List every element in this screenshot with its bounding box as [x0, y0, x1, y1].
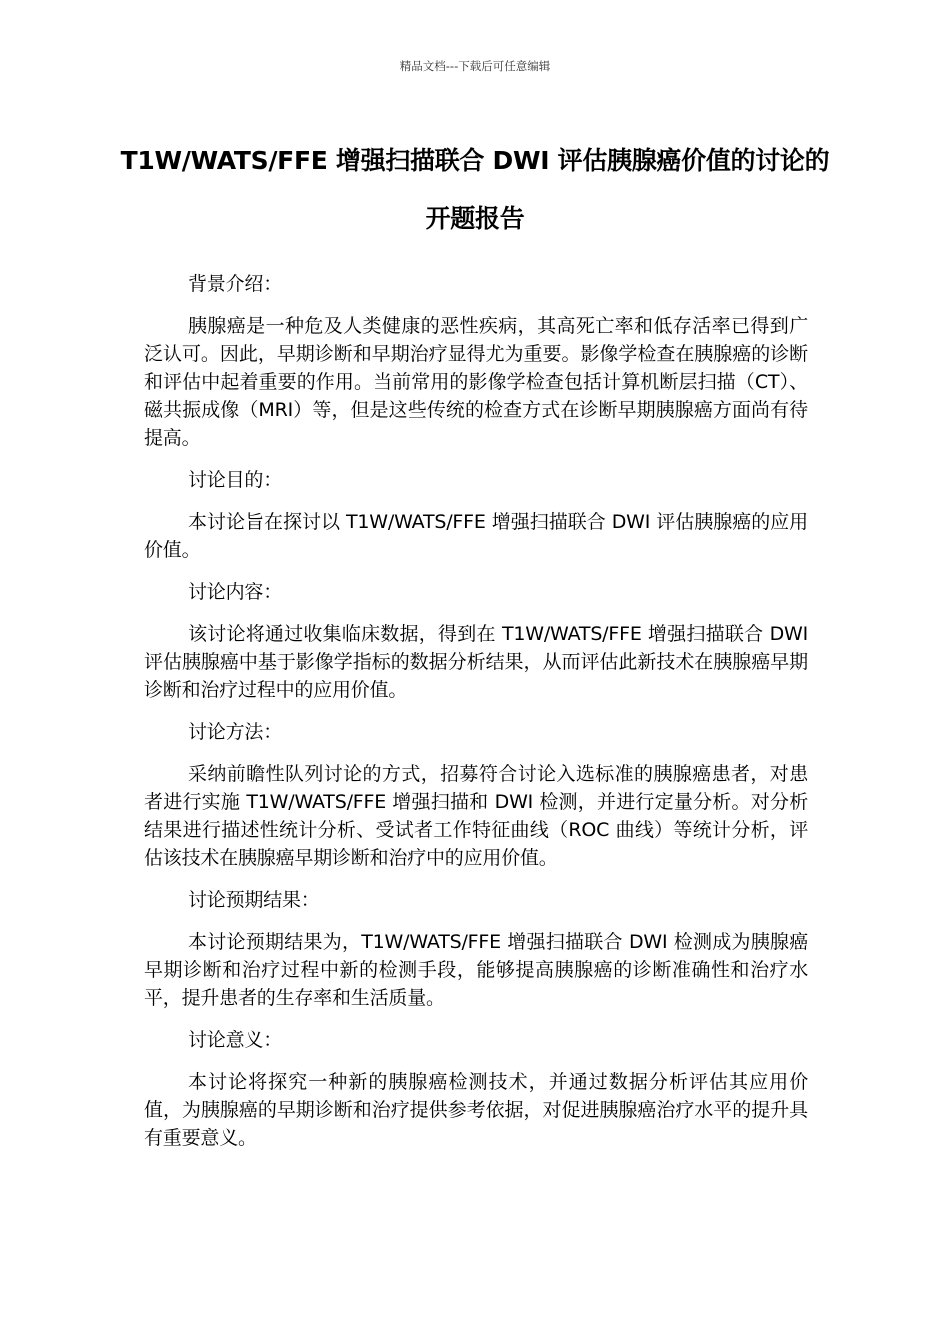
section-body-background: 胰腺癌是一种危及人类健康的恶性疾病，其高死亡率和低存活率已得到广泛认可。因此，早期诊断和早期治疗显得尤为重要。影像学检查在胰腺癌的诊断和评估中起着重要的作用。当前常用的影像学检查包括计算机断层扫描（CT）、磁共振成像（MRI）等，但是这些传统的检查方式在诊断早期胰腺癌方面尚有待提高。: [144, 315, 808, 449]
section-body-significance: 本讨论将探究一种新的胰腺癌检测技术，并通过数据分析评估其应用价值，为胰腺癌的早期诊断和治疗提供参考依据，对促进胰腺癌治疗水平的提升具有重要意义。: [144, 1071, 808, 1149]
section-body-content: 该讨论将通过收集临床数据，得到在 T1W/WATS/FFE 增强扫描联合 DWI 评估胰腺癌中基于影像学指标的数据分析结果，从而评估此新技术在胰腺癌早期诊断和治疗过程中的应用价值。: [144, 623, 808, 701]
section-heading-significance: 讨论意义：: [188, 1029, 283, 1051]
section-body-expected-results: 本讨论预期结果为，T1W/WATS/FFE 增强扫描联合 DWI 检测成为胰腺癌早期诊断和治疗过程中新的检测手段，能够提高胰腺癌的诊断准确性和治疗水平，提升患者的生存率和生活质量。: [144, 931, 808, 1009]
section-body-method: 采纳前瞻性队列讨论的方式，招募符合讨论入选标准的胰腺癌患者，对患者进行实施 T1W/WATS/FFE 增强扫描和 DWI 检测，并进行定量分析。对分析结果进行描述性统计分析、受试者工作特征曲线（ROC 曲线）等统计分析，评估该技术在胰腺癌早期诊断和治疗中的应用价值。: [144, 763, 808, 869]
section-heading-background: 背景介绍：: [188, 273, 283, 295]
section-heading-content: 讨论内容：: [188, 581, 283, 603]
section-heading-method: 讨论方法：: [188, 721, 283, 743]
section-heading-purpose: 讨论目的：: [188, 469, 283, 491]
document-title: T1W/WATS/FFE 增强扫描联合 DWI 评估胰腺癌价值的讨论的开题报告: [120, 146, 830, 233]
header-note: 精品文档---下载后可任意编辑: [399, 59, 551, 73]
document-body: [144, 270, 808, 1166]
section-body-purpose: 本讨论旨在探讨以 T1W/WATS/FFE 增强扫描联合 DWI 评估胰腺癌的应用价值。: [144, 511, 808, 561]
section-heading-expected-results: 讨论预期结果：: [188, 889, 320, 911]
